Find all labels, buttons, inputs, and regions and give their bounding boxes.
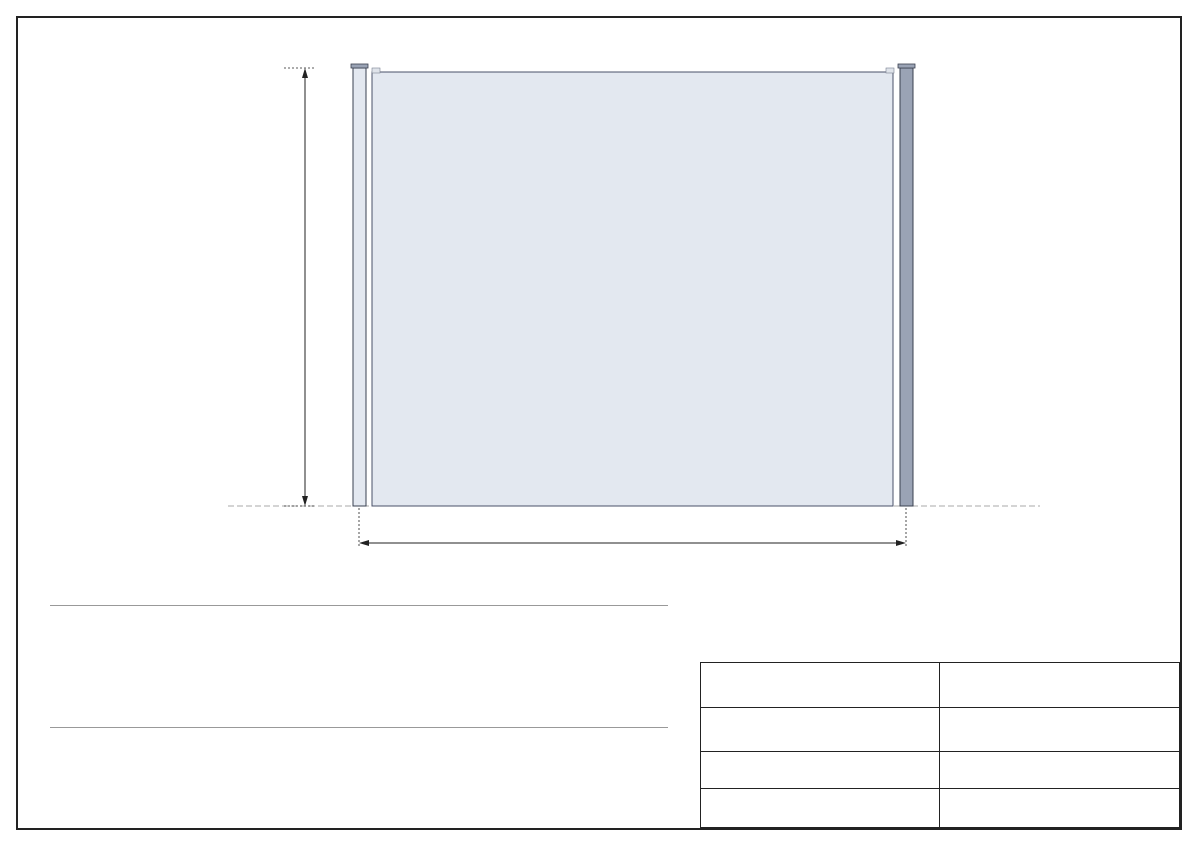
spec-divider-top [50,605,668,606]
post-cap-right [898,64,915,68]
post-left [353,68,366,506]
top-cap-left [372,68,380,73]
post-right [900,68,913,506]
height-arrow-bottom [302,496,308,506]
spec-divider-bottom [50,727,668,728]
title-block-rule-1 [701,707,1179,708]
post-cap-left [351,64,368,68]
width-arrow-left [359,540,369,546]
title-block-rule-2 [701,751,1179,752]
fence-panel [372,72,893,506]
height-arrow-top [302,68,308,78]
top-cap-right [886,68,894,73]
title-block-divider [939,663,940,827]
title-block-rule-3 [701,788,1179,789]
title-block [700,662,1180,828]
width-arrow-right [896,540,906,546]
